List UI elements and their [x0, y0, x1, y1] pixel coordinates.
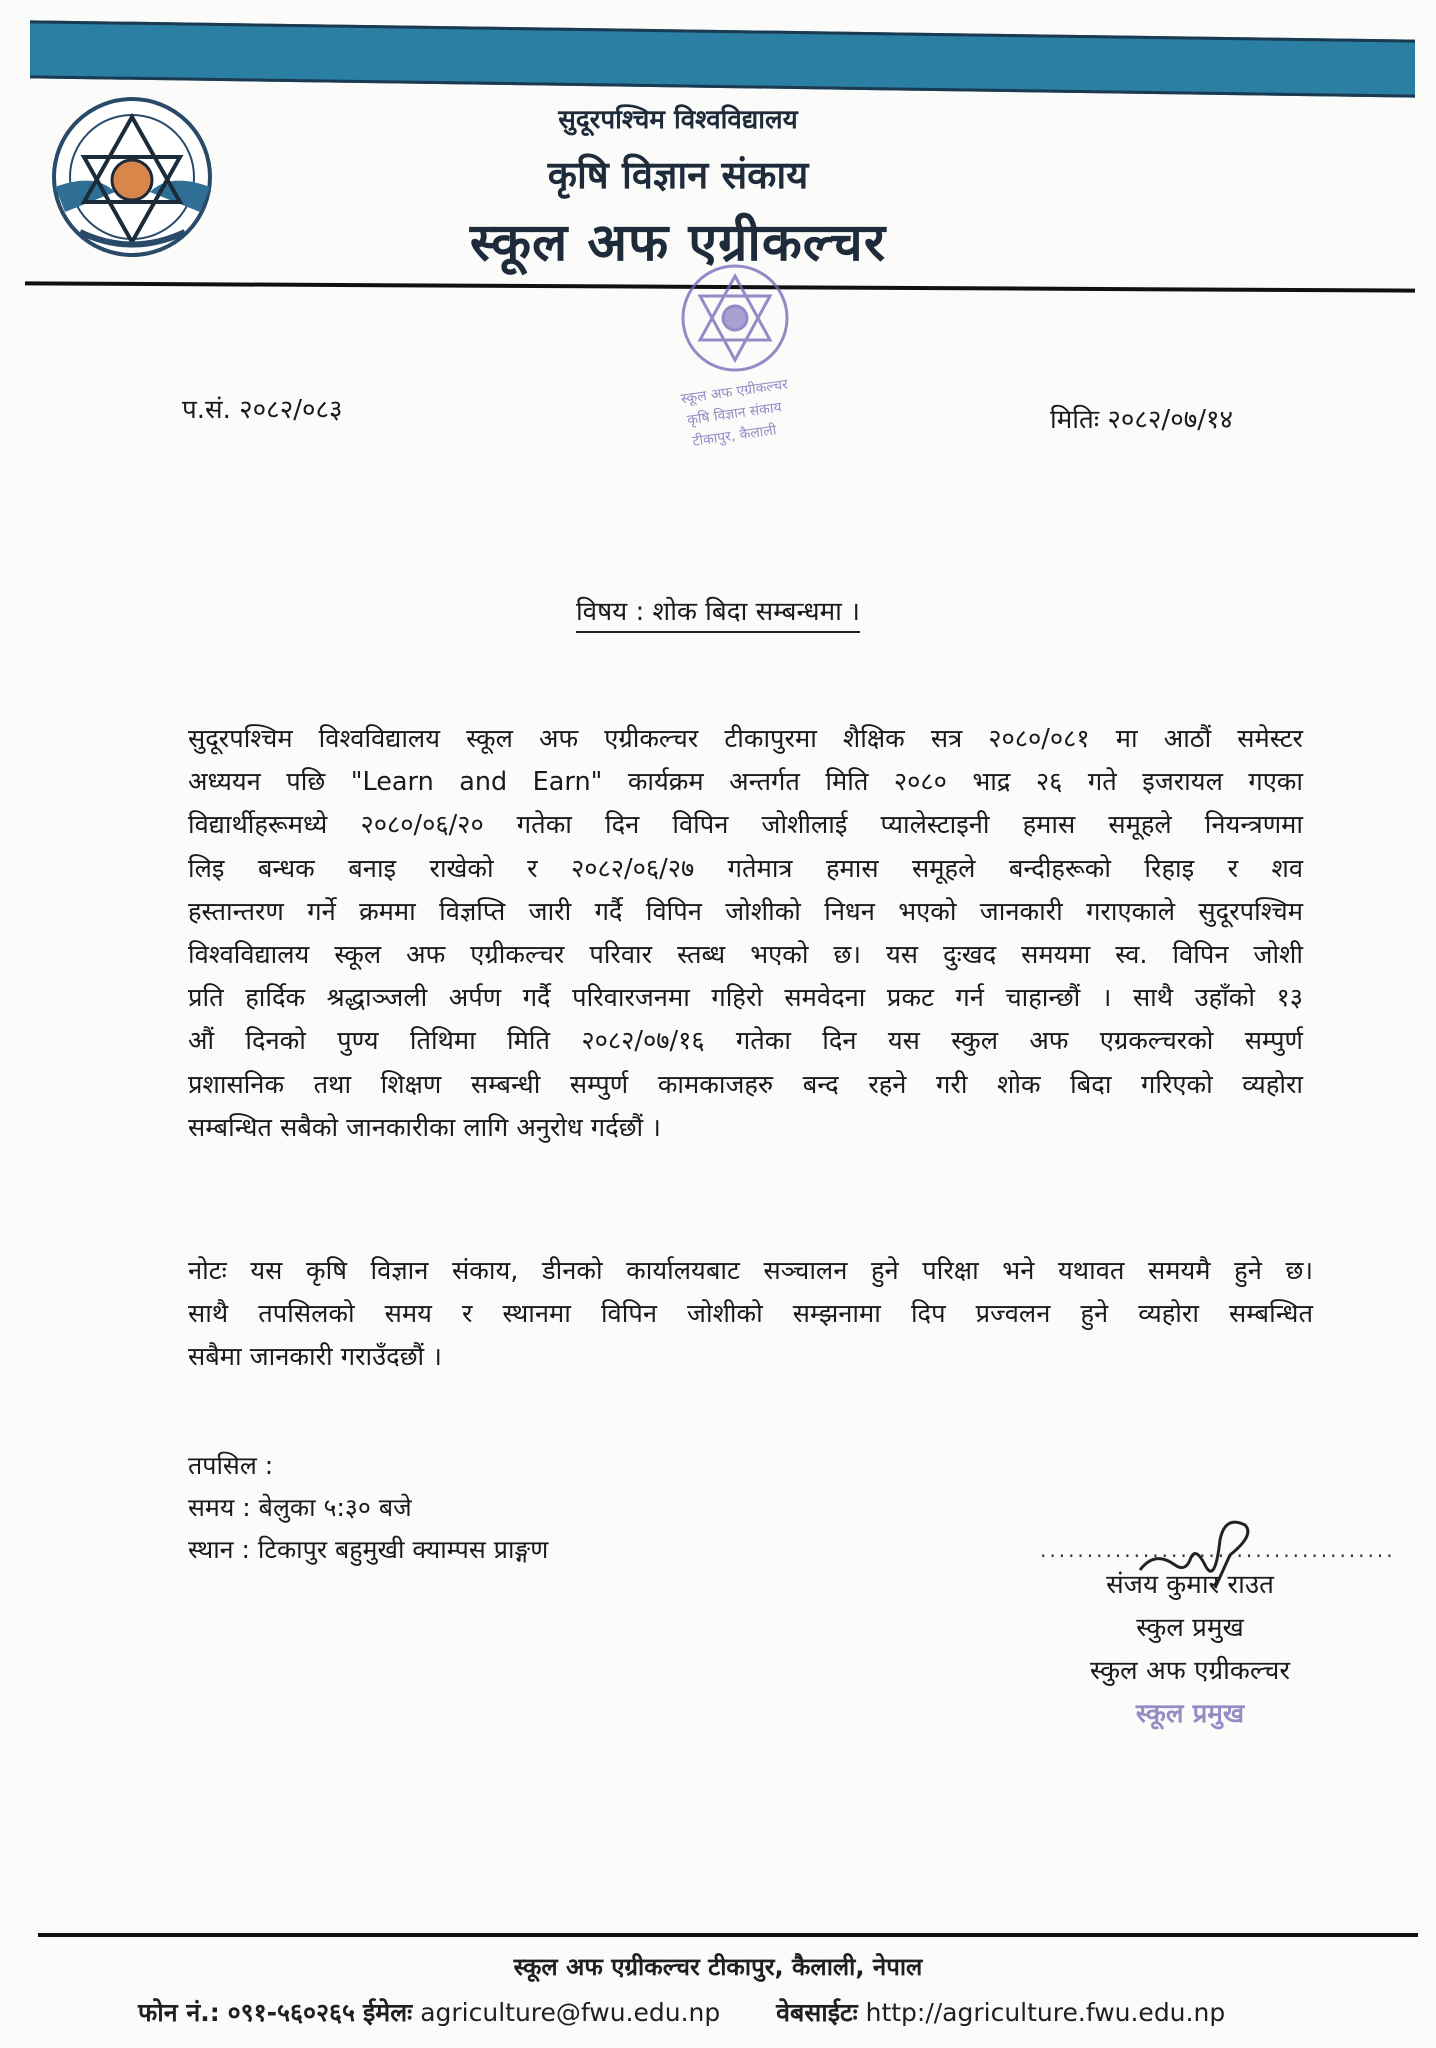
stamp-line-2: कृषि विज्ञान संकाय: [686, 399, 783, 429]
footer-divider: [38, 1933, 1418, 1937]
signatory-org: स्कुल अफ एग्रीकल्चर: [1089, 1656, 1291, 1686]
body-line: प्रति हार्दिक श्रद्धाञ्जली अर्पण गर्दै परिवारजनमा गहिरो समवेदना प्रकट गर्न चाहान्छौं । साथै उहाँको १३: [188, 983, 1303, 1014]
body-line: सुदूरपश्चिम विश्वविद्यालय स्कूल अफ एग्रीकल्चर टीकापुरमा शैक्षिक सत्र २०८०/०८१ मा आठौं समेस्टर: [188, 724, 1303, 754]
signature-stamp: स्कूल प्रमुख: [1135, 1699, 1245, 1729]
footer-address: स्कूल अफ एग्रीकल्चर टीकापुर, कैलाली, नेपाल: [513, 1953, 923, 1981]
stamp-line-1: स्कूल अफ एग्रीकल्चर: [679, 376, 789, 408]
note-line: नोटः यस कृषि विज्ञान संकाय, डीनको कार्यालयबाट सञ्चालन हुने परिक्षा भने यथावत समयमै हुने छ।: [188, 1256, 1313, 1286]
website-link[interactable]: http://agriculture.fwu.edu.np: [865, 1998, 1226, 2027]
signature-block: [1040, 1538, 1396, 1736]
school-name: स्कूल अफ एग्रीकल्चर: [469, 213, 887, 273]
signatory-title: स्कुल प्रमुख: [1136, 1613, 1244, 1643]
body-line: विश्वविद्यालय स्कूल अफ एग्रीकल्चर परिवार स्तब्ध भएको छ। यस दुःखद समयमा स्व. विपिन जोशी: [188, 940, 1303, 971]
body-line: प्रशासनिक तथा शिक्षण सम्बन्धी सम्पुर्ण कामकाजहरु बन्द रहने गरी शोक बिदा गरिएको व्यहोरा: [188, 1069, 1303, 1100]
letterhead-band: [30, 20, 1415, 97]
subject-text: विषय : शोक बिदा सम्बन्धमा ।: [576, 597, 860, 633]
reference-number: प.सं. २०८२/०८३: [182, 395, 343, 425]
email-link[interactable]: agriculture@fwu.edu.np: [420, 1998, 721, 2027]
signature-scribble-icon: [1135, 1510, 1255, 1590]
details-heading: तपसिल :: [188, 1451, 274, 1480]
university-name: सुदूरपश्चिम विश्वविद्यालय: [558, 105, 798, 135]
letter-date: मितिः २०८२/०७/१४: [1050, 405, 1234, 435]
phone-number: ०९१-५६०२६५: [227, 1998, 356, 2027]
body-line: लिइ बन्धक बनाइ राखेको र २०८२/०६/२७ गतेमात्र हमास समूहले बन्दीहरूको रिहाइ र शव: [188, 853, 1303, 884]
note-line: साथै तपसिलको समय र स्थानमा विपिन जोशीको सम्झनामा दिप प्रज्वलन हुने व्यहोरा सम्बन्धित: [188, 1299, 1313, 1329]
faculty-name: कृषि विज्ञान संकाय: [547, 153, 809, 197]
signature-line: ......................................: [1040, 1538, 1396, 1562]
subject-line: [0, 592, 1436, 628]
body-line: अध्ययन पछि "Learn and Earn" कार्यक्रम अन्तर्गत मिति २०८० भाद्र २६ गते इजरायल गएका: [188, 767, 1303, 798]
body-line: औं दिनको पुण्य तिथिमा मिति २०८२/०७/१६ गतेका दिन यस स्कुल अफ एग्रकल्चरको सम्पुर्ण: [188, 1026, 1303, 1057]
note-line: सबैमा जानकारी गराउँदछौं ।: [188, 1342, 442, 1372]
event-time: समय : बेलुका ५:३० बजे: [188, 1493, 412, 1522]
body-line: सम्बन्धित सबैको जानकारीका लागि अनुरोध गर्दछौं ।: [188, 1112, 661, 1143]
body-line: हस्तान्तरण गर्ने क्रममा विज्ञप्ति जारी गर्दै विपिन जोशीको निधन भएको जानकारी गराएकाले सुदूरपश्चिम: [188, 896, 1303, 927]
email-label: ईमेलः: [363, 1998, 413, 2027]
event-place: स्थान : टिकापुर बहुमुखी क्याम्पस प्राङ्गण: [188, 1535, 549, 1564]
signatory-name: संजय कुमार राउत: [1106, 1570, 1274, 1600]
footer-contacts: [138, 1995, 1225, 2029]
phone-label: फोन नं.:: [138, 1998, 220, 2027]
event-details: [188, 1445, 548, 1571]
stamp-line-3: टीकापुर, कैलाली: [691, 422, 778, 450]
note-paragraph: [188, 1250, 1313, 1379]
body-paragraph: [188, 718, 1303, 1150]
website-label: वेबसाईटः: [776, 1998, 858, 2027]
official-stamp-icon: [650, 258, 820, 458]
body-line: विद्यार्थीहरूमध्ये २०८०/०६/२० गतेका दिन विपिन जोशीलाई प्यालेस्टाइनी हमास समूहले नियन्त्रणमा: [188, 810, 1303, 841]
